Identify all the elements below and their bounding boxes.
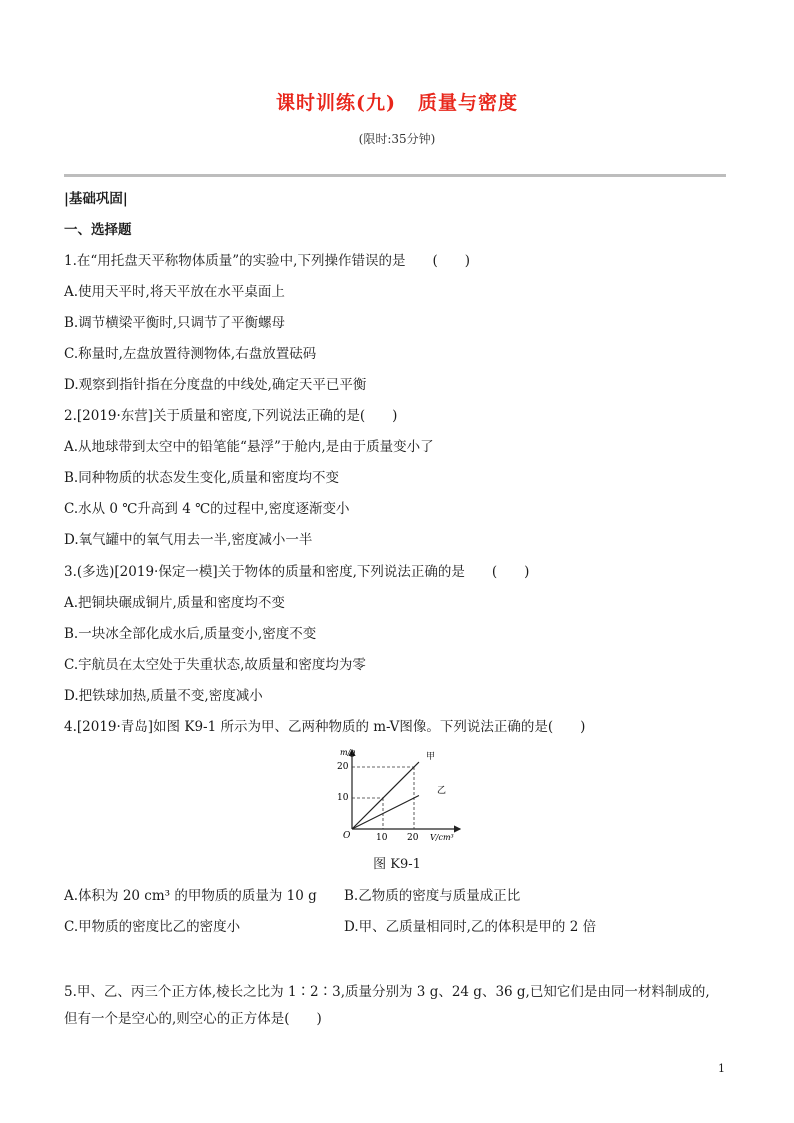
question-2-option-d: D.氧气罐中的氧气用去一半,密度减小一半	[64, 532, 313, 548]
section-label: |基础巩固|	[64, 191, 128, 207]
question-4-option-d: D.甲、乙质量相同时,乙的体积是甲的 2 倍	[344, 919, 597, 935]
page-title	[0, 88, 794, 115]
question-5-stem-line-1: 5.甲、乙、丙三个正方体,棱长之比为 1∶2∶3,质量分别为 3 g、24 g、36 g,已知它们是由同一材料制成的,	[64, 984, 710, 1000]
question-3-option-b: B.一块冰全部化成水后,质量变小,密度不变	[64, 626, 317, 642]
m-v-graph	[320, 746, 470, 850]
header-divider	[64, 174, 726, 177]
title-lesson: 课时训练(九)	[276, 92, 396, 114]
question-1-option-a: A.使用天平时,将天平放在水平桌面上	[64, 284, 285, 300]
question-3-option-d: D.把铁球加热,质量不变,密度减小	[64, 688, 263, 704]
origin-label: O	[343, 831, 351, 841]
question-3-option-a: A.把铜块碾成铜片,质量和密度均不变	[64, 595, 285, 611]
series-line-yi	[352, 796, 419, 829]
question-3-option-c: C.宇航员在太空处于失重状态,故质量和密度均为零	[64, 657, 366, 673]
page-number: 1	[718, 1062, 725, 1075]
time-limit: (限时:35分钟)	[358, 132, 436, 146]
question-1-stem: 1.在“用托盘天平称物体质量”的实验中,下列操作错误的是 ( )	[64, 253, 471, 269]
y-axis-label: m/g	[340, 748, 356, 757]
series-label-yi: 乙	[437, 786, 447, 796]
y-tick-20: 20	[337, 762, 349, 772]
question-2-stem: 2.[2019·东营]关于质量和密度,下列说法正确的是( )	[64, 408, 398, 424]
subsection-label: 一、选择题	[64, 222, 132, 238]
question-4-option-c: C.甲物质的密度比乙的密度小	[64, 919, 241, 935]
question-4-option-a: A.体积为 20 cm³ 的甲物质的质量为 10 g	[64, 888, 317, 904]
series-line-jia	[352, 762, 419, 829]
x-tick-20: 20	[407, 833, 419, 843]
x-tick-10: 10	[376, 833, 388, 843]
question-2-option-c: C.水从 0 ℃升高到 4 ℃的过程中,密度逐渐变小	[64, 501, 350, 517]
y-tick-10: 10	[337, 793, 349, 803]
question-2-option-a: A.从地球带到太空中的铅笔能“悬浮”于舱内,是由于质量变小了	[64, 439, 434, 455]
figure-caption: 图 K9-1	[373, 857, 421, 872]
series-label-jia: 甲	[426, 752, 436, 762]
question-2-option-b: B.同种物质的状态发生变化,质量和密度均不变	[64, 470, 340, 486]
question-1-option-c: C.称量时,左盘放置待测物体,右盘放置砝码	[64, 346, 317, 362]
question-5-stem-line-2: 但有一个是空心的,则空心的正方体是( )	[64, 1011, 322, 1027]
question-4-stem: 4.[2019·青岛]如图 K9-1 所示为甲、乙两种物质的 m-V图像。下列说法正确的是( )	[64, 719, 586, 735]
question-1-option-b: B.调节横梁平衡时,只调节了平衡螺母	[64, 315, 286, 331]
question-3-stem: 3.(多选)[2019·保定一模]关于物体的质量和密度,下列说法正确的是 ( )	[64, 564, 530, 580]
x-axis-label: V/cm³	[430, 833, 454, 842]
title-topic: 质量与密度	[417, 92, 518, 114]
question-1-option-d: D.观察到指针指在分度盘的中线处,确定天平已平衡	[64, 377, 367, 393]
question-4-option-b: B.乙物质的密度与质量成正比	[344, 888, 521, 904]
